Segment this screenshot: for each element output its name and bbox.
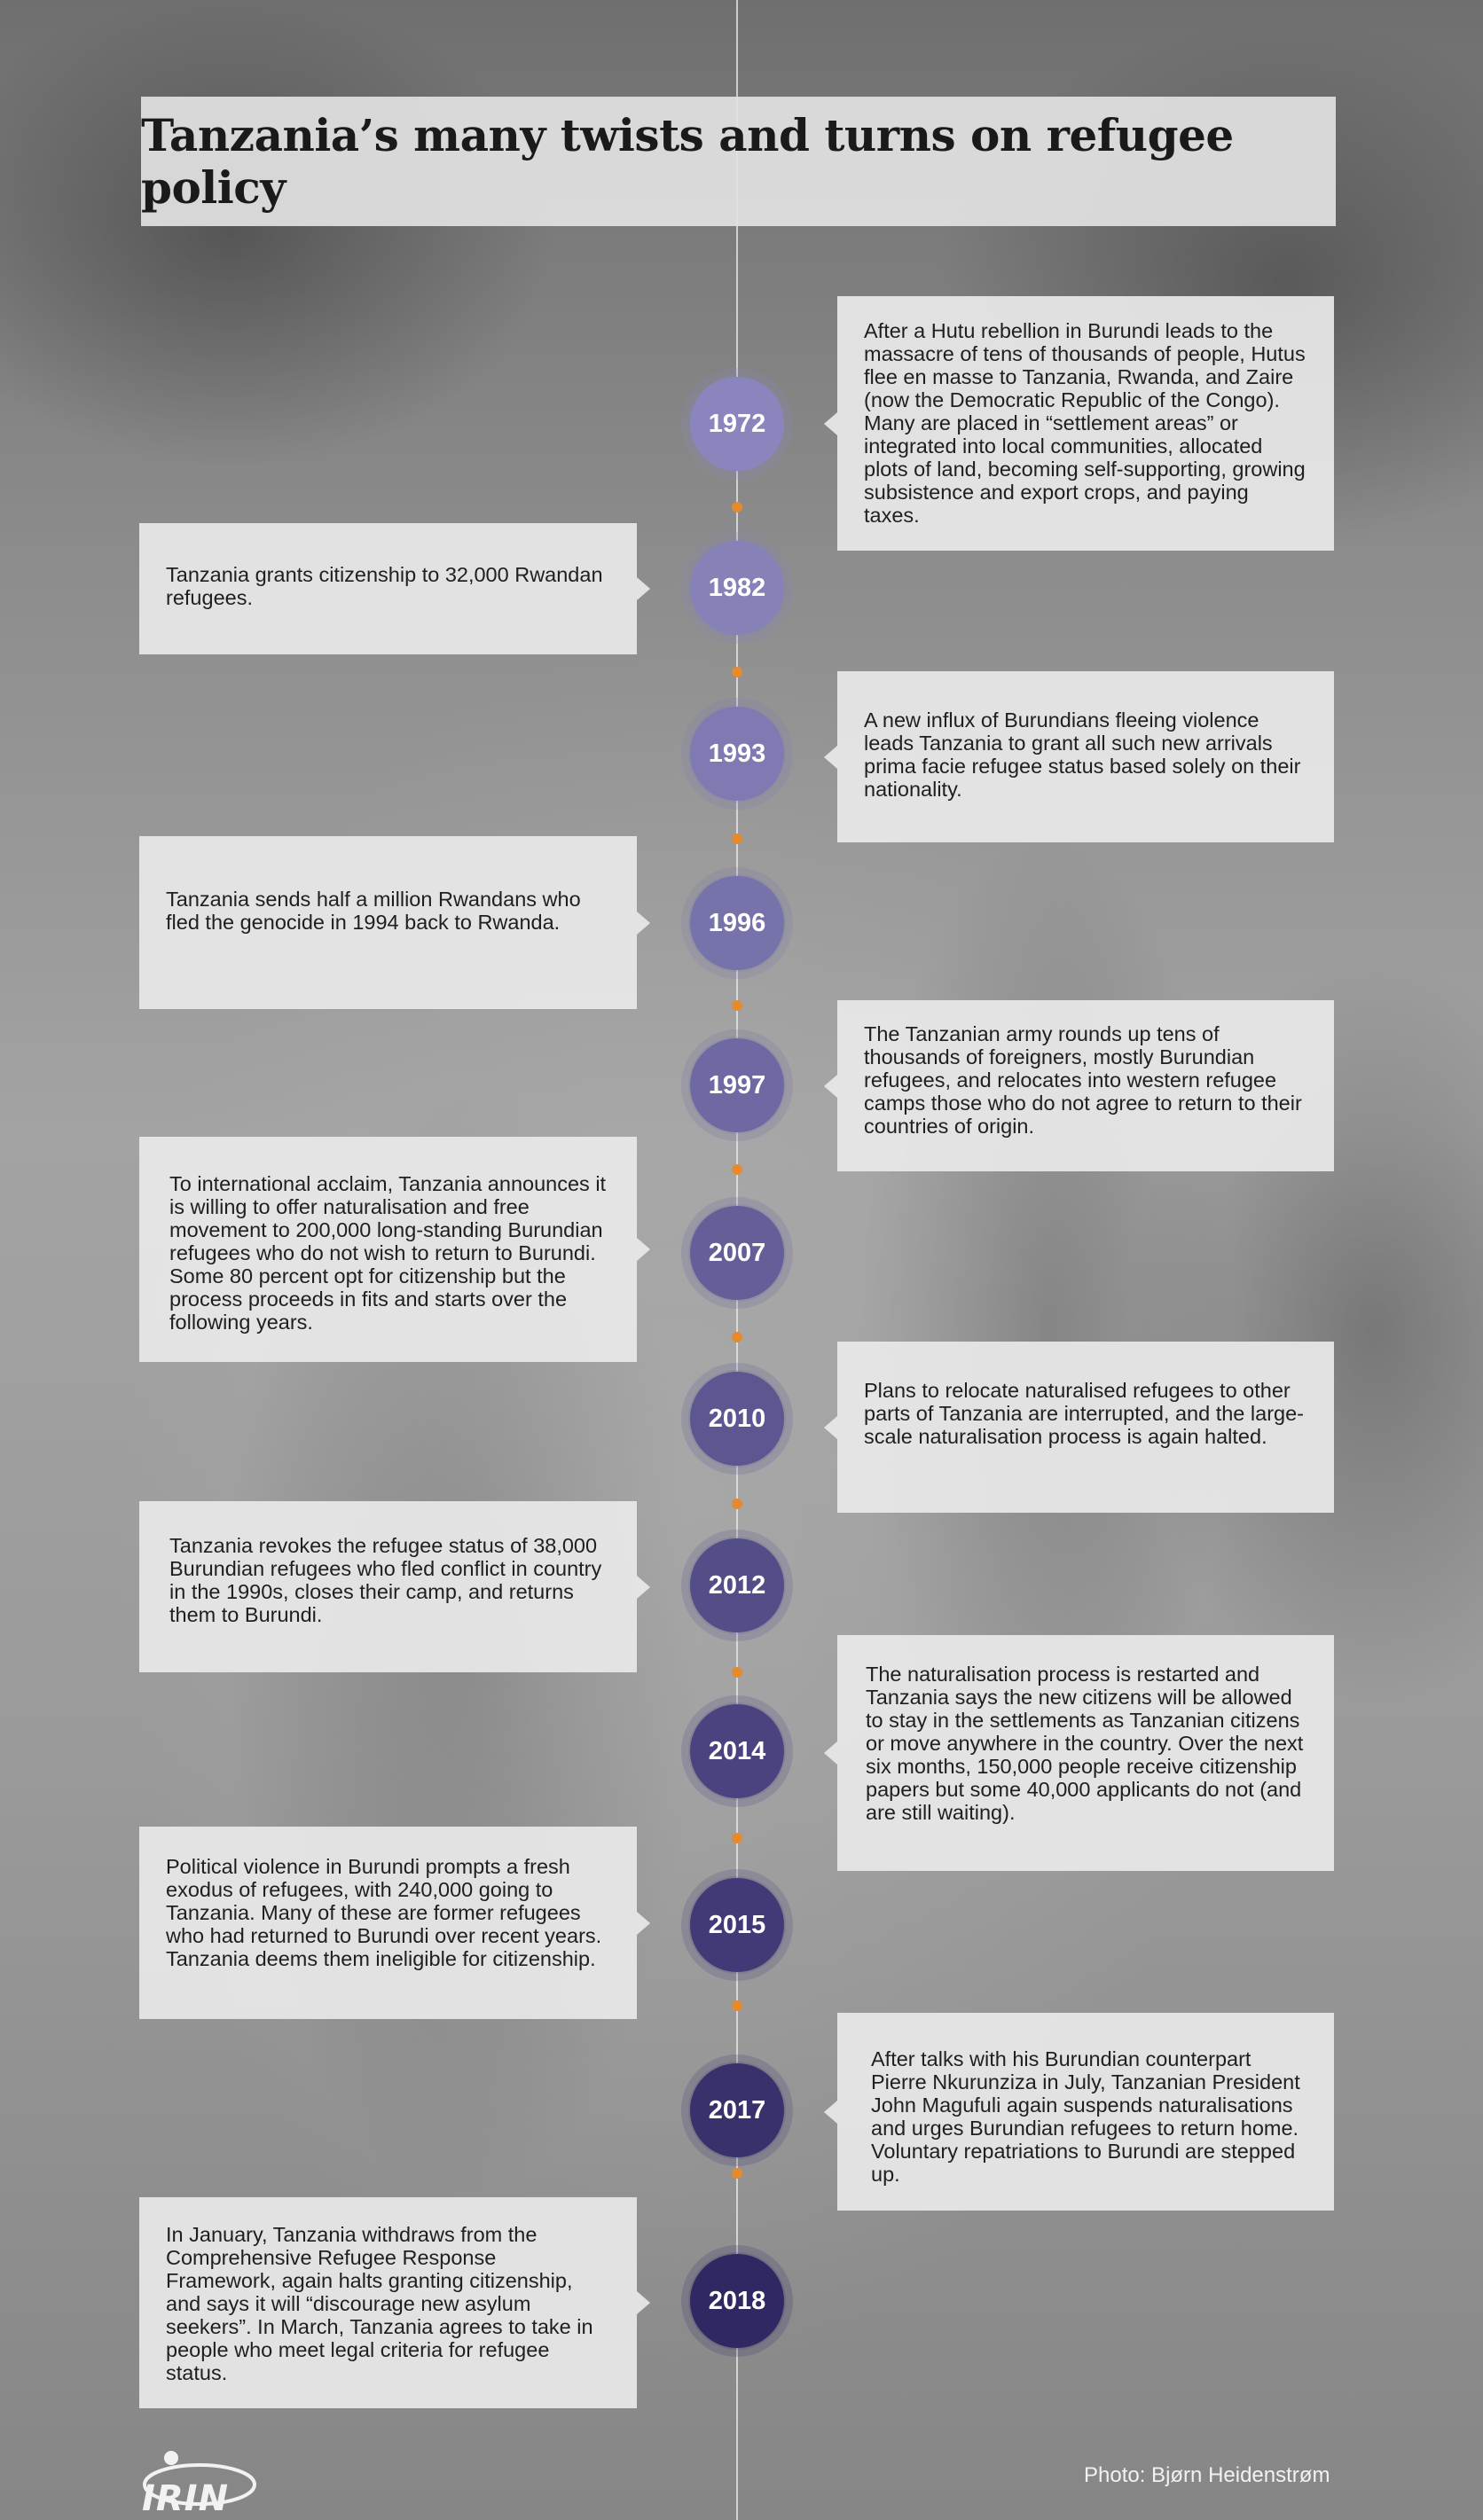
year-marker-2015 xyxy=(688,1876,786,1974)
year-marker-1982 xyxy=(688,539,786,637)
timeline-dot xyxy=(732,1332,742,1342)
year-circle-2012: 2012 xyxy=(690,1538,784,1632)
event-text-1996: Tanzania sends half a million Rwandans who fled the genocide in 1994 back to Rwanda. xyxy=(166,888,581,934)
timeline-dot xyxy=(732,1000,742,1011)
year-marker-2014 xyxy=(688,1702,786,1800)
event-text-2012: Tanzania revokes the refugee status of 38,000 Burundian refugees who fled conflict in country in the 1990s, closes their camp, and returns them to Burundi. xyxy=(169,1534,602,1626)
event-box-2012 xyxy=(139,1501,637,1672)
year-marker-2017 xyxy=(688,2062,786,2159)
event-box-1982 xyxy=(139,523,637,654)
title-banner xyxy=(141,97,1336,226)
year-circle-2007: 2007 xyxy=(690,1206,784,1300)
year-circle-2014: 2014 xyxy=(690,1704,784,1798)
year-marker-1993 xyxy=(688,705,786,802)
timeline-dot xyxy=(732,2168,742,2179)
event-text-2015: Political violence in Burundi prompts a fresh exodus of refugees, with 240,000 going to Tanzania. Many of these are former refugees who had returned to Burundi over recent years. Tanzania deems them ineligible for citizenship. xyxy=(166,1855,602,1970)
year-circle-1997: 1997 xyxy=(690,1038,784,1132)
page-title: Tanzania’s many twists and turns on refugee policy xyxy=(141,109,1234,214)
year-circle-2017: 2017 xyxy=(690,2063,784,2157)
event-box-1996 xyxy=(139,836,637,1009)
year-circle-2015: 2015 xyxy=(690,1878,784,1972)
year-circle-1993: 1993 xyxy=(690,707,784,801)
year-marker-1997 xyxy=(688,1037,786,1134)
year-marker-2018 xyxy=(688,2252,786,2350)
timeline-dot xyxy=(732,1667,742,1678)
event-text-2014: The naturalisation process is restarted and Tanzania says the new citizens will be allowed to stay in the settlements as Tanzanian citizens or move anywhere in the country. Over the next six months, 150,000 people receive citizenship papers but some 40,000 applicants do not (and are still waiting). xyxy=(866,1663,1304,1824)
event-text-1972: After a Hutu rebellion in Burundi leads to the massacre of tens of thousands of people, Hutus flee en masse to Tanzania, Rwanda, and Zaire (now the Democratic Republic of the Congo). Many are placed in “settlement areas” or integrated into local communities, allocated plots of land, becoming self-supporting, growing subsistence and export crops, and paying taxes. xyxy=(864,319,1306,527)
event-box-2018 xyxy=(139,2197,637,2408)
year-marker-2010 xyxy=(688,1370,786,1467)
event-text-2017: After talks with his Burundian counterpart Pierre Nkurunziza in July, Tanzanian President John Magufuli again suspends naturalisations and urges Burundian refugees to return home. Voluntary repatriations to Burundi are stepped up. xyxy=(871,2047,1300,2186)
event-box-1997 xyxy=(837,1000,1334,1171)
year-circle-1996: 1996 xyxy=(690,876,784,970)
event-text-1997: The Tanzanian army rounds up tens of thousands of foreigners, mostly Burundian refugees, and relocates into western refugee camps those who do not agree to return to their countries of origin. xyxy=(864,1022,1302,1138)
timeline-dot xyxy=(732,1164,742,1175)
timeline-dot xyxy=(732,1499,742,1509)
year-marker-1972 xyxy=(688,375,786,473)
timeline-dot xyxy=(732,502,742,513)
event-box-2014 xyxy=(837,1635,1334,1871)
year-marker-2012 xyxy=(688,1537,786,1634)
year-circle-2010: 2010 xyxy=(690,1372,784,1466)
year-marker-2007 xyxy=(688,1204,786,1302)
timeline-dot xyxy=(732,1833,742,1843)
event-box-2015 xyxy=(139,1827,637,2019)
event-box-1993 xyxy=(837,671,1334,842)
event-text-2007: To international acclaim, Tanzania announces it is willing to offer naturalisation and free movement to 200,000 long-standing Burundian refugees who do not wish to return to Burundi. Some 80 percent opt for citizenship but the process proceeds in fits and starts over the following years. xyxy=(169,1172,607,1334)
event-text-1993: A new influx of Burundians fleeing violence leads Tanzania to grant all such new arrivals prima facie refugee status based solely on their nationality. xyxy=(864,708,1301,801)
event-box-2007 xyxy=(139,1137,637,1362)
timeline-dot xyxy=(732,2000,742,2011)
event-text-2010: Plans to relocate naturalised refugees to other parts of Tanzania are interrupted, and the large-scale naturalisation process is again halted. xyxy=(864,1379,1304,1448)
event-text-2018: In January, Tanzania withdraws from the Comprehensive Refugee Response Framework, again halts granting citizenship, and says it will “discourage new asylum seekers”. In March, Tanzania agrees to take in people who meet legal criteria for refugee status. xyxy=(166,2223,593,2384)
year-marker-1996 xyxy=(688,874,786,972)
event-box-2017 xyxy=(837,2013,1334,2211)
event-box-2010 xyxy=(837,1342,1334,1513)
year-circle-2018: 2018 xyxy=(690,2254,784,2348)
timeline-dot xyxy=(732,667,742,677)
logo-text: IRIN xyxy=(142,2478,230,2519)
timeline-dot xyxy=(732,833,742,844)
year-circle-1972: 1972 xyxy=(690,377,784,471)
year-circle-1982: 1982 xyxy=(690,541,784,635)
event-text-1982: Tanzania grants citizenship to 32,000 Rwandan refugees. xyxy=(166,563,603,609)
event-box-1972 xyxy=(837,296,1334,551)
photo-credit: Photo: Bjørn Heidenstrøm xyxy=(1084,2463,1330,2487)
